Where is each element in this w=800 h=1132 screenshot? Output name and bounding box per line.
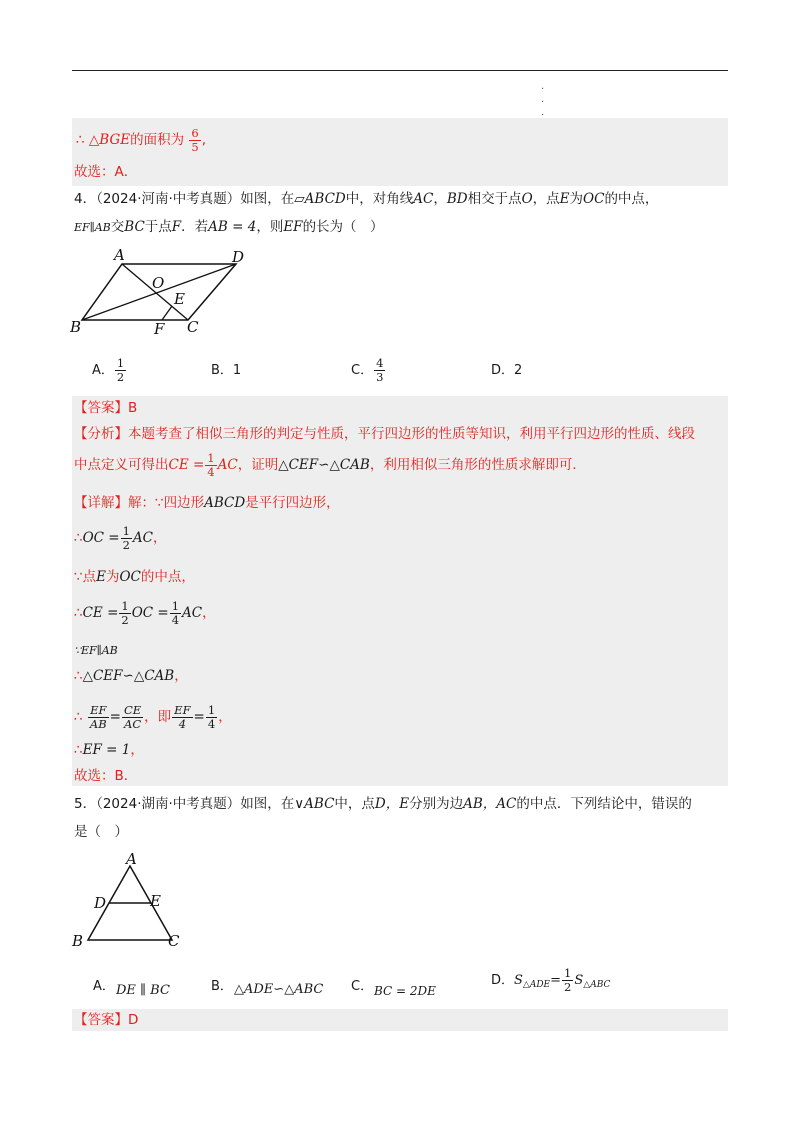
label-d: D [94,894,107,912]
q4-option-d[interactable]: D．2 [491,363,523,378]
q4-step7: ∴EF = 1， [74,742,144,758]
q5-option-a[interactable]: A． DE ∥ BC [93,979,170,998]
q4-analysis-line2: 中点定义可得出CE = $\frac{1}{4}$ AC，证明△CEF∽△CAB，利用相似三角形的性质求解即可． [74,450,586,479]
fraction-1-2: $\frac{1}{2}$ [116,356,125,384]
label-f: F [154,320,165,338]
q4-step1: ∴OC = $\frac{1}{2}$ AC， [74,523,167,552]
q4-option-c[interactable]: C． $\frac{4}{3}$ [351,356,384,384]
q4-detail-line1: 【详解】解：∵四边形ABCD是平行四边形， [74,495,340,511]
label-c: C [168,932,180,950]
q4-parallelogram-figure [66,244,256,340]
q4-step5: ∴△CEF∽△CAB， [74,668,188,684]
q5-answer-block [72,1009,728,1031]
label-b: B [72,932,84,950]
q4-step6: ∴ $\frac{EF}{AB}$ = $\frac{CE}{AC}$ ，即 $\frac{EF}{4}$ = $\frac{1}{4}$ ， [74,702,232,731]
label-a: A [126,850,137,868]
label-a: A [114,246,125,264]
q4-option-a[interactable]: A． $\frac{1}{2}$ [92,356,125,384]
q4-analysis-line1: 【分析】本题考查了相似三角形的判定与性质，平行四边形的性质等知识，利用平行四边形的性质、线段 [74,426,695,442]
q4-step2: ∵点E为OC的中点， [74,569,195,585]
header-rule [72,70,728,71]
label-e: E [174,290,185,308]
q4-option-b[interactable]: B．1 [211,363,242,378]
q4-stem-line2: EF∥AB交BC于点F．若AB = 4，则EF的长为（ ） [74,219,384,235]
fraction-6-5: $\frac{6}{5}$ [191,125,199,154]
label-e: E [150,892,161,910]
segment-ef [162,306,172,320]
q5-option-c[interactable]: C． BC = 2DE [351,979,436,998]
prev-choice: 故选：A． [74,164,138,180]
label-b: B [70,318,82,336]
prev-area-line: ∴ △BGE的面积为 $\frac{6}{5}$ , [76,125,207,154]
margin-dots: . . . [541,81,545,118]
q5-option-b[interactable]: B． △ADE∽△ABC [211,979,324,997]
q4-answer: 【答案】B [74,400,138,416]
q4-stem-line1: 4．（2024·河南·中考真题）如图，在▱ABCD中，对角线AC，BD相交于点O，点E为OC的中点， [74,191,659,207]
q4-step3: ∴CE = $\frac{1}{2}$ OC = $\frac{1}{4}$ AC， [74,598,216,627]
q5-stem-line1: 5．（2024·湖南·中考真题）如图，在∨ABC中，点D，E分别为边AB，AC的中点．下列结论中，错误的 [74,796,692,812]
q5-answer: 【答案】D [74,1012,139,1028]
q5-option-d[interactable]: D．$S_{\triangle ADE}=$ $\frac{1}{2}$ $S_{\triangle ABC}$ [491,966,611,994]
q5-triangle-figure [66,848,196,952]
fraction-4-3: $\frac{4}{3}$ [376,356,384,384]
q4-choice: 故选：B． [74,768,138,784]
label-c: C [187,318,199,336]
label-o: O [152,274,165,292]
q5-stem-line2: 是（ ） [74,824,128,840]
label-d: D [232,248,245,266]
q4-step4: ∵EF∥AB [74,644,118,657]
